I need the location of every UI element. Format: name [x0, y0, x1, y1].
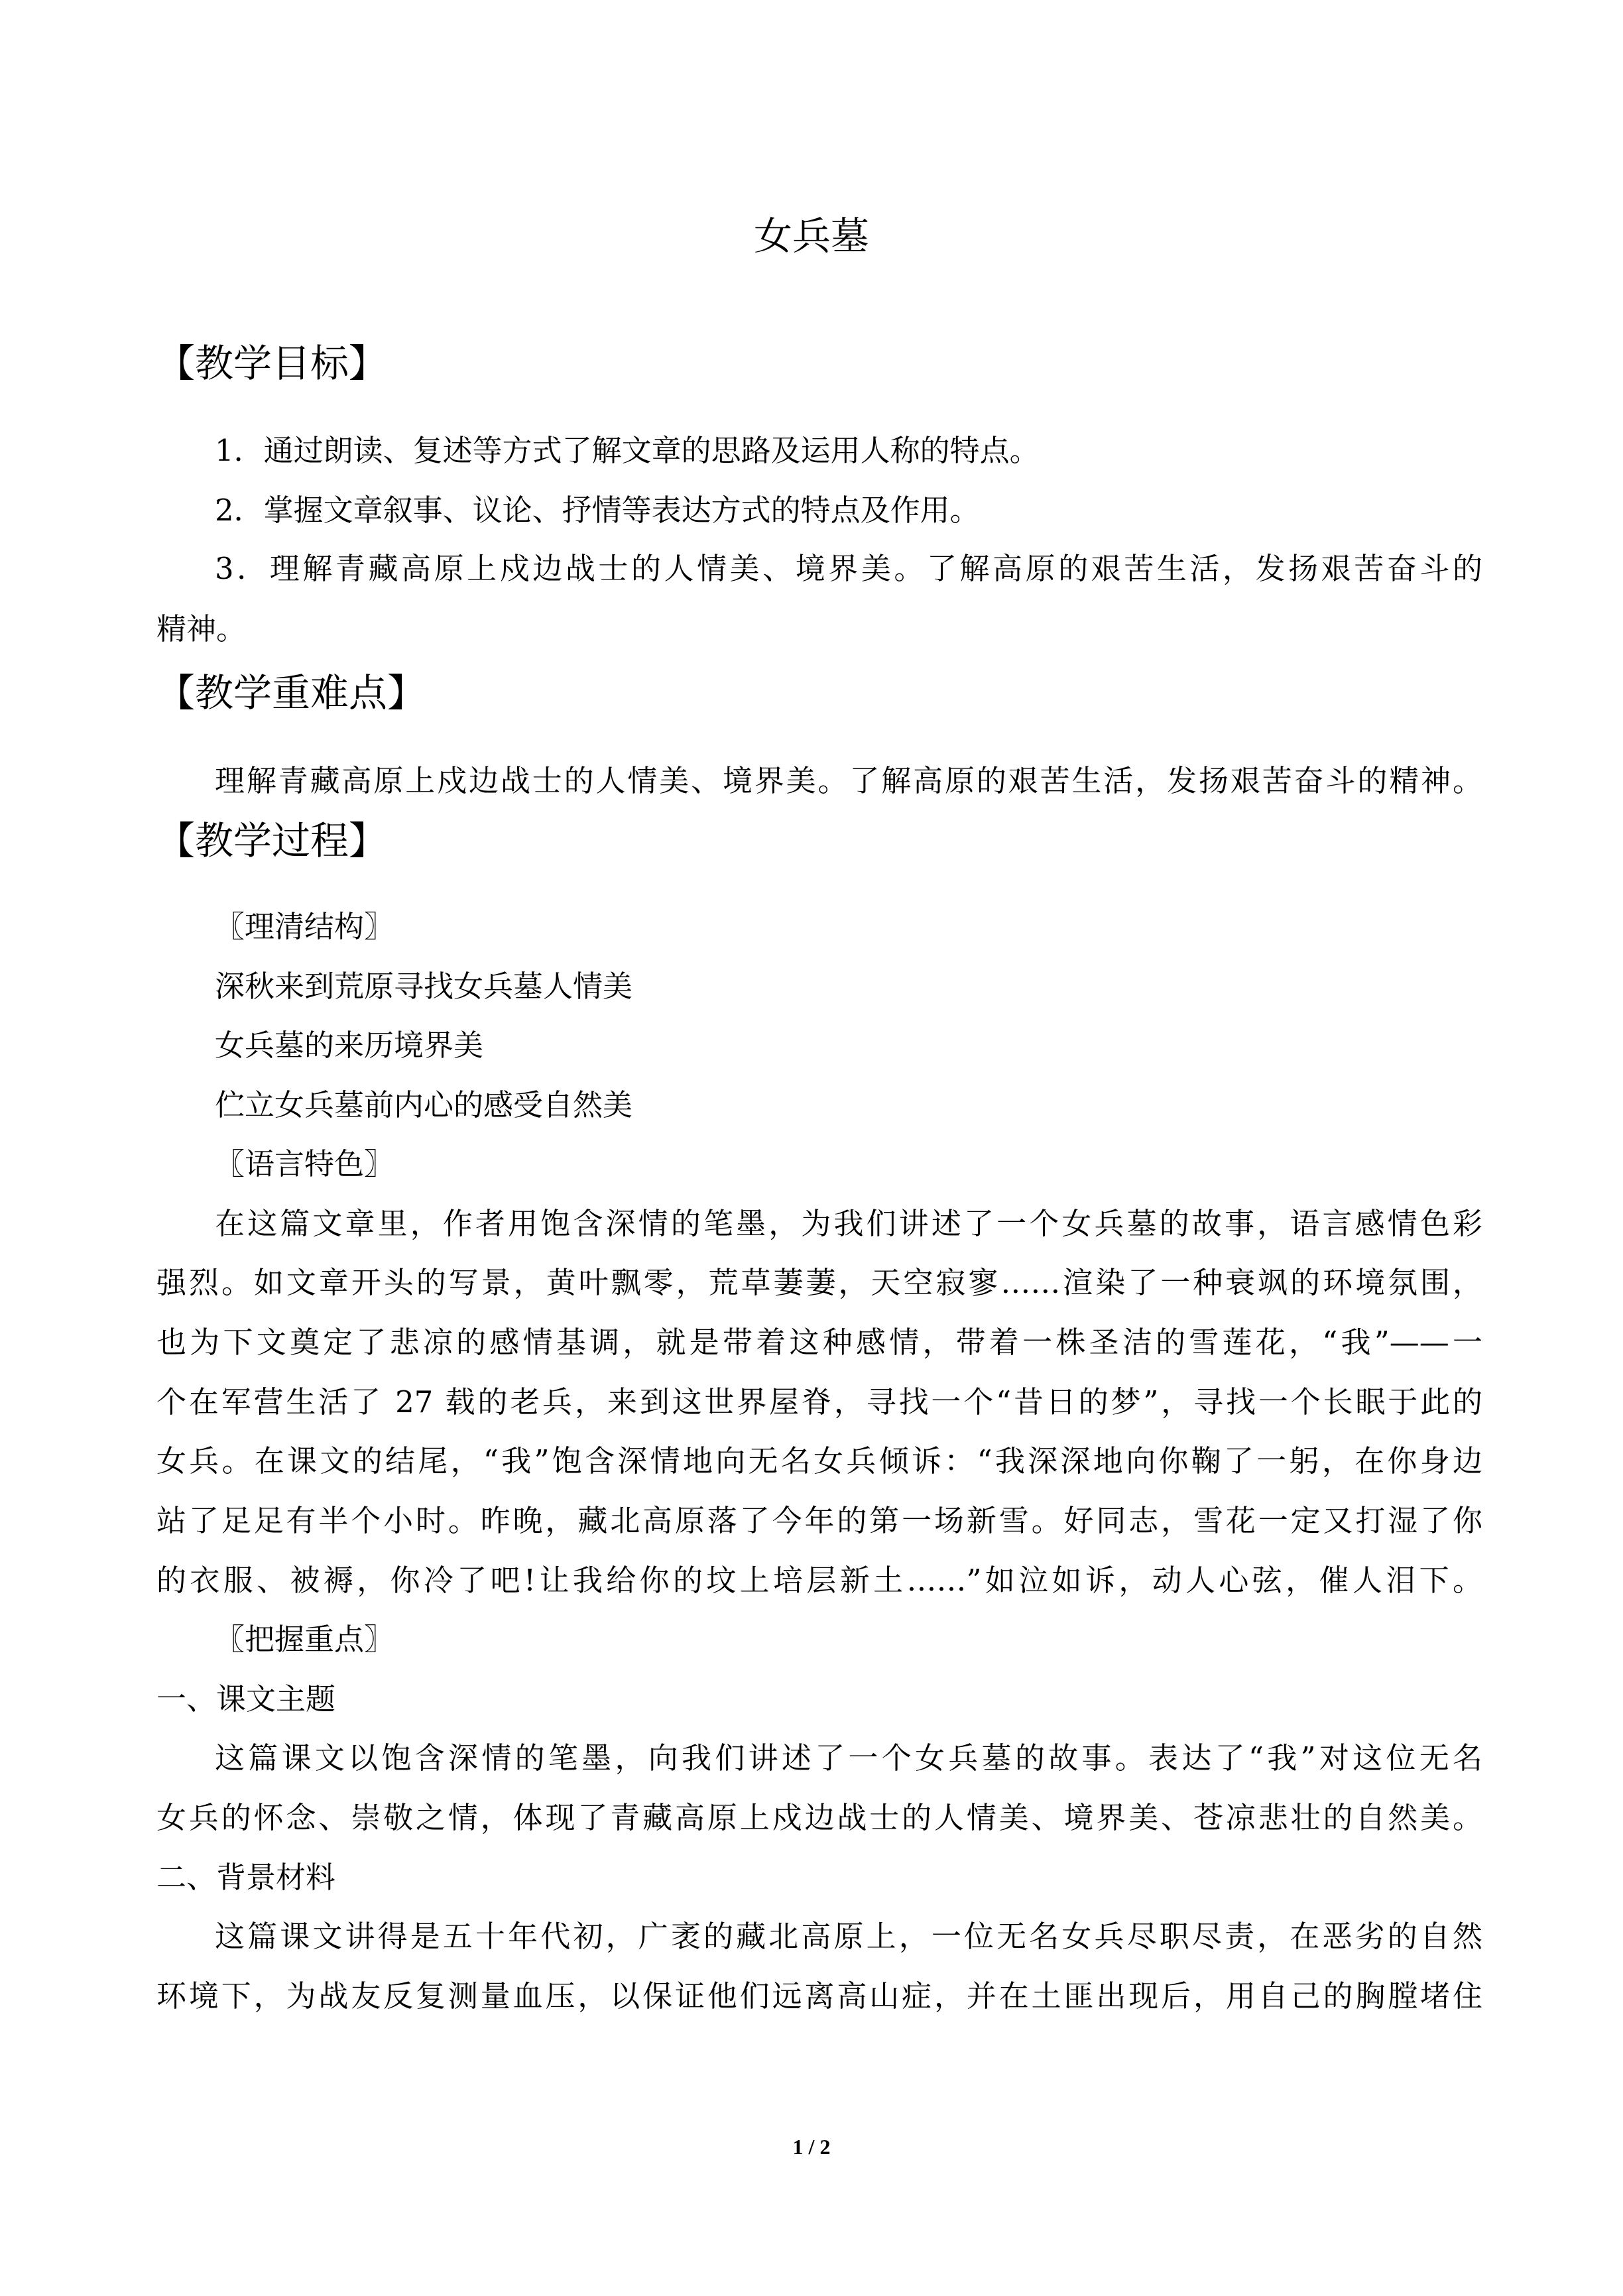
theme-paragraph-line: 这篇课文以饱含深情的笔墨，向我们讲述了一个女兵墓的故事。表达了“我”对这位无名	[215, 1740, 1482, 1776]
language-paragraph-line: 个在军营生活了 27 载的老兵，来到这世界屋脊，寻找一个“昔日的梦”，寻找一个长眠于此的	[156, 1384, 1482, 1420]
document-title: 女兵墓	[753, 213, 869, 259]
structure-item-3: 伫立女兵墓前内心的感受自然美	[215, 1087, 633, 1122]
objectives-heading: 【教学目标】	[156, 341, 388, 386]
objective-item-1: 1．通过朗读、复述等方式了解文章的思路及运用人称的特点。	[215, 433, 1040, 468]
focus-label: 〖把握重点〗	[215, 1622, 394, 1657]
language-paragraph-line: 的衣服、被褥，你冷了吧!让我给你的坟上培层新土……”如泣如诉，动人心弦，催人泪下。	[156, 1563, 1482, 1598]
language-paragraph-line: 强烈。如文章开头的写景，黄叶飘零，荒草萋萋，天空寂寥……渲染了一种衰飒的环境氛围，	[156, 1265, 1482, 1300]
page-number: 1 / 2	[792, 2135, 831, 2159]
structure-item-2: 女兵墓的来历境界美	[215, 1028, 484, 1063]
language-label: 〖语言特色〗	[215, 1146, 394, 1181]
objective-item-3-continued: 精神。	[156, 611, 247, 646]
background-paragraph-line: 这篇课文讲得是五十年代初，广袤的藏北高原上，一位无名女兵尽职尽责，在恶劣的自然	[215, 1919, 1482, 1954]
structure-item-1: 深秋来到荒原寻找女兵墓人情美	[215, 969, 633, 1004]
language-paragraph-line: 在这篇文章里，作者用饱含深情的笔墨，为我们讲述了一个女兵墓的故事，语言感情色彩	[215, 1206, 1482, 1241]
language-paragraph-line: 女兵。在课文的结尾，“我”饱含深情地向无名女兵倾诉：“我深深地向你鞠了一躬，在你身边	[156, 1443, 1482, 1479]
language-paragraph-line: 也为下文奠定了悲凉的感情基调，就是带着这种感情，带着一株圣洁的雪莲花，“我”——一	[156, 1325, 1482, 1360]
key-points-text: 理解青藏高原上戍边战士的人情美、境界美。了解高原的艰苦生活，发扬艰苦奋斗的精神。	[215, 763, 1482, 798]
theme-paragraph-line: 女兵的怀念、崇敬之情，体现了青藏高原上戍边战士的人情美、境界美、苍凉悲壮的自然美。	[156, 1800, 1482, 1835]
objective-item-2: 2．掌握文章叙事、议论、抒情等表达方式的特点及作用。	[215, 493, 980, 528]
objective-item-3: 3．理解青藏高原上戍边战士的人情美、境界美。了解高原的艰苦生活，发扬艰苦奋斗的	[215, 551, 1482, 586]
background-heading: 二、背景材料	[156, 1860, 336, 1895]
language-paragraph-line: 站了足足有半个小时。昨晚，藏北高原落了今年的第一场新雪。好同志，雪花一定又打湿了你	[156, 1503, 1482, 1538]
theme-heading: 一、课文主题	[156, 1681, 336, 1717]
background-paragraph-line: 环境下，为战友反复测量血压，以保证他们远离高山症，并在土匪出现后，用自己的胸膛堵住	[156, 1978, 1482, 2014]
structure-label: 〖理清结构〗	[215, 909, 394, 944]
key-points-heading: 【教学重难点】	[156, 670, 426, 715]
process-heading: 【教学过程】	[156, 818, 388, 863]
